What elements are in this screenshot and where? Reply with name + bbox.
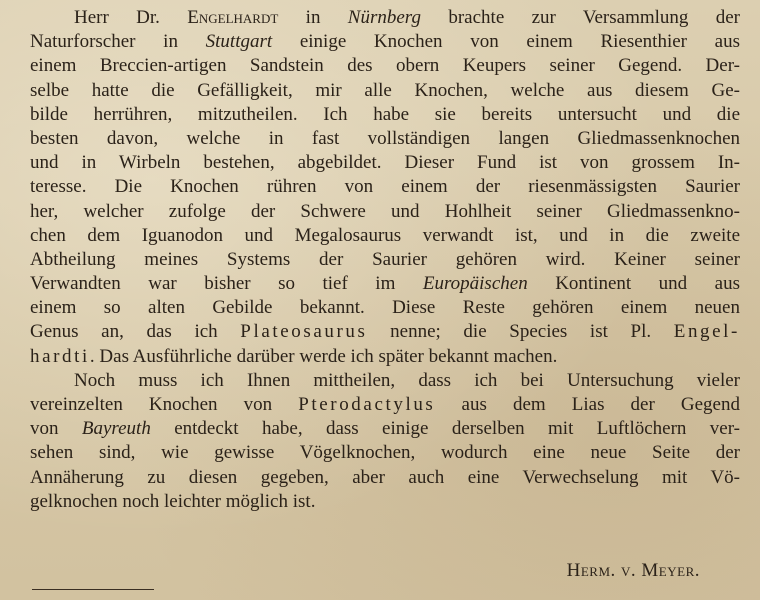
text-line-17 [30,393,740,417]
segment: chen dem Iguanodon und Megalosaurus verwandt ist, und in die zweite [30,224,740,246]
segment: brachte zur Versammlung der [421,7,741,28]
segment: aus dem Lias der Gegend [435,394,740,415]
text-line-1 [30,6,740,30]
segment: teresse. Die Knochen rühren von einem der riesenmässigsten Saurier [30,176,740,198]
segment: Naturforscher in [30,31,206,53]
species-engel: Engel- [673,321,740,343]
segment: . Das Ausführliche darüber werde ich später bekannt machen. [89,345,558,367]
text-line-4 [30,79,740,103]
segment: gelknochen noch leichter möglich ist. [30,490,316,512]
text-line-21 [30,490,740,514]
text-line-13 [30,296,740,320]
segment: einige Knochen von einem Riesenthier aus [272,31,741,53]
text-line-5 [30,103,740,127]
segment: einem so alten Gebilde bekannt. Diese Reste gehören einem neuen [30,297,740,319]
text-line-9 [30,200,740,224]
segment: besten davon, welche in fast vollständigen langen Gliedmassenknochen [30,127,740,149]
segment: entdeckt habe, dass einige derselben mit Luftlöchern ver- [150,418,741,440]
text-line-2 [30,30,740,54]
genus-pterodactylus: Pterodactylus [298,394,436,415]
word-europaeischen: Europäischen [422,273,528,295]
text-line-8 [30,175,740,199]
text-line-18 [30,417,740,441]
segment: in [278,7,348,28]
segment: Annäherung zu diesen gegeben, aber auch eine Verwechselung mit Vö- [30,466,740,488]
place-stuttgart: Stuttgart [205,31,273,53]
genus-plateosaurus: Plateosaurus [240,321,368,343]
species-hardti: hardti [30,345,90,367]
text-line-16 [30,369,740,393]
segment: her, welcher zufolge der Schwere und Hohlheit seiner Gliedmassenkno- [30,200,740,222]
segment: sehen sind, wie gewisse Vögelknochen, wodurch eine neue Seite der [30,442,740,464]
segment: bilde herrühren, mitzutheilen. Ich habe sie bereits untersucht und die [30,103,740,125]
segment: einem Breccien-artigen Sandstein des obern Keupers seiner Gegend. Der- [30,55,740,77]
segment: Abtheilung meines Systems der Saurier gehören wird. Keiner seiner [30,248,740,270]
text-line-10 [30,224,740,248]
segment: Genus an, das ich [30,321,241,343]
segment: Noch muss ich Ihnen mittheilen, dass ich bei Untersuchung vieler [74,369,740,391]
text-line-14 [30,320,740,344]
text-line-7 [30,151,740,175]
text-line-11 [30,248,740,272]
text-line-20 [30,466,740,490]
place-bayreuth: Bayreuth [81,418,151,440]
text-line-15 [30,345,740,369]
segment: und in Wirbeln bestehen, abgebildet. Dieser Fund ist von grossem In- [30,152,740,174]
name-engelhardt: Engelhardt [187,7,279,28]
segment: Verwandten war bisher so tief im [30,273,423,295]
place-nuernberg: Nürnberg [347,7,421,28]
text-line-3 [30,54,740,78]
segment: Herr Dr. [74,7,188,28]
text-line-19 [30,441,740,465]
segment: von [30,418,82,440]
segment: vereinzelten Knochen von [30,394,299,415]
segment: nenne; die Species ist Pl. [367,321,674,343]
letter-text [30,6,740,514]
footnote-rule [32,589,154,590]
segment: selbe hatte die Gefälligkeit, mir alle Knochen, welche aus diesem Ge- [30,79,740,101]
text-line-6 [30,127,740,151]
segment: Kontinent und aus [527,273,740,295]
signature: Herm. v. Meyer. [566,560,700,581]
text-line-12 [30,272,740,296]
